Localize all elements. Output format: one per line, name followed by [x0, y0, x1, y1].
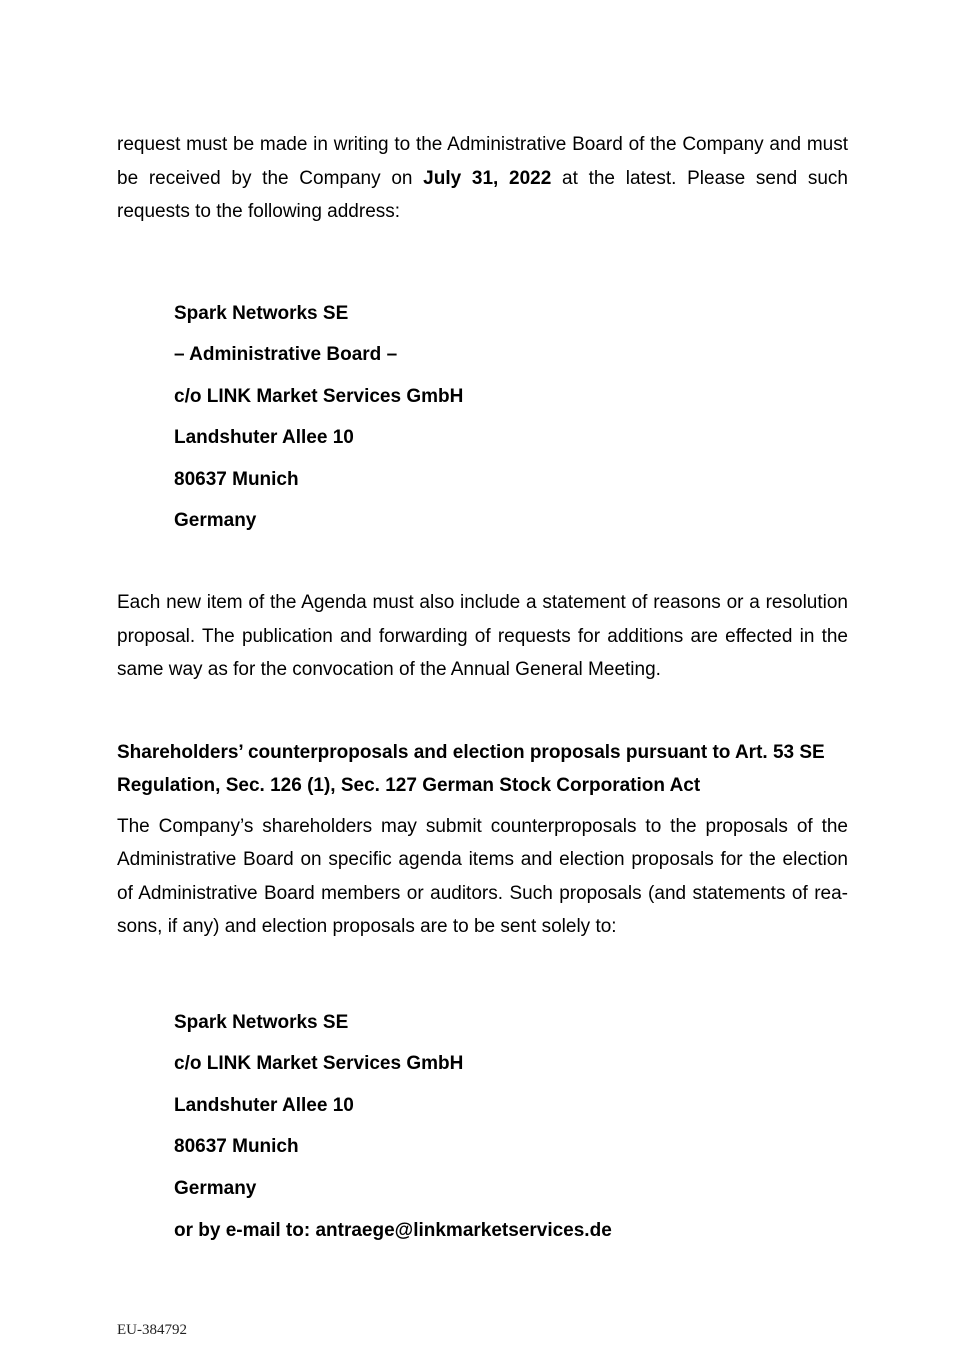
address-line-city: 80637 Munich: [174, 1136, 299, 1158]
address-line-street: Landshuter Allee 10: [174, 427, 354, 449]
spacer: [117, 542, 848, 586]
footer-document-id: EU-384792: [117, 1322, 187, 1338]
address-block-administrative-board: [117, 293, 848, 543]
address-line-country: Germany: [174, 1177, 257, 1199]
intro-text-before: request must be made in writing to the Administrative Board of the Company and must be received by the Company on: [117, 134, 848, 189]
address-line-care-of: c/o LINK Market Services GmbH: [174, 385, 464, 407]
intro-paragraph: [117, 128, 848, 229]
spacer: [117, 803, 848, 810]
address-line-care-of: c/o LINK Market Services GmbH: [174, 1053, 464, 1075]
address-block-proposals: [117, 1002, 848, 1252]
section-heading-counterproposals: Shareholders’ counterproposals and election proposals pursuant to Art. 53 SE Regulation, Sec. 126 (1), Sec. 127 German Stock Corporation Act: [117, 741, 825, 797]
address-line-company: Spark Networks SE: [174, 302, 349, 324]
spacer: [117, 944, 848, 1002]
address-line-country: Germany: [174, 510, 257, 532]
address-line-company: Spark Networks SE: [174, 1011, 349, 1033]
address-line-street: Landshuter Allee 10: [174, 1094, 354, 1116]
deadline-date: July 31, 2022: [423, 167, 552, 189]
document-page: [117, 128, 848, 1251]
address-line-email: or by e-mail to: antraege@linkmarketservices.de: [174, 1219, 612, 1241]
spacer: [117, 687, 848, 736]
counterproposals-paragraph: The Company’s shareholders may submit counterproposals to the proposals of the Administrative Board on specific agenda items and election proposals for the election of Administrative Board members or auditors. Such proposals (and statements of reasons, if any) and election proposals are to be sent solely to:: [117, 815, 848, 938]
agenda-paragraph: Each new item of the Agenda must also include a statement of reasons or a resolution proposal. The publication and forwarding of requests for additions are effected in the same way as for the convocation of the Annual General Meeting.: [117, 592, 848, 681]
spacer: [117, 229, 848, 293]
address-line-recipient: – Administrative Board –: [174, 344, 398, 366]
intro-text-after: at the latest. Please send such requests to the following address:: [117, 167, 848, 222]
address-line-city: 80637 Munich: [174, 468, 299, 490]
